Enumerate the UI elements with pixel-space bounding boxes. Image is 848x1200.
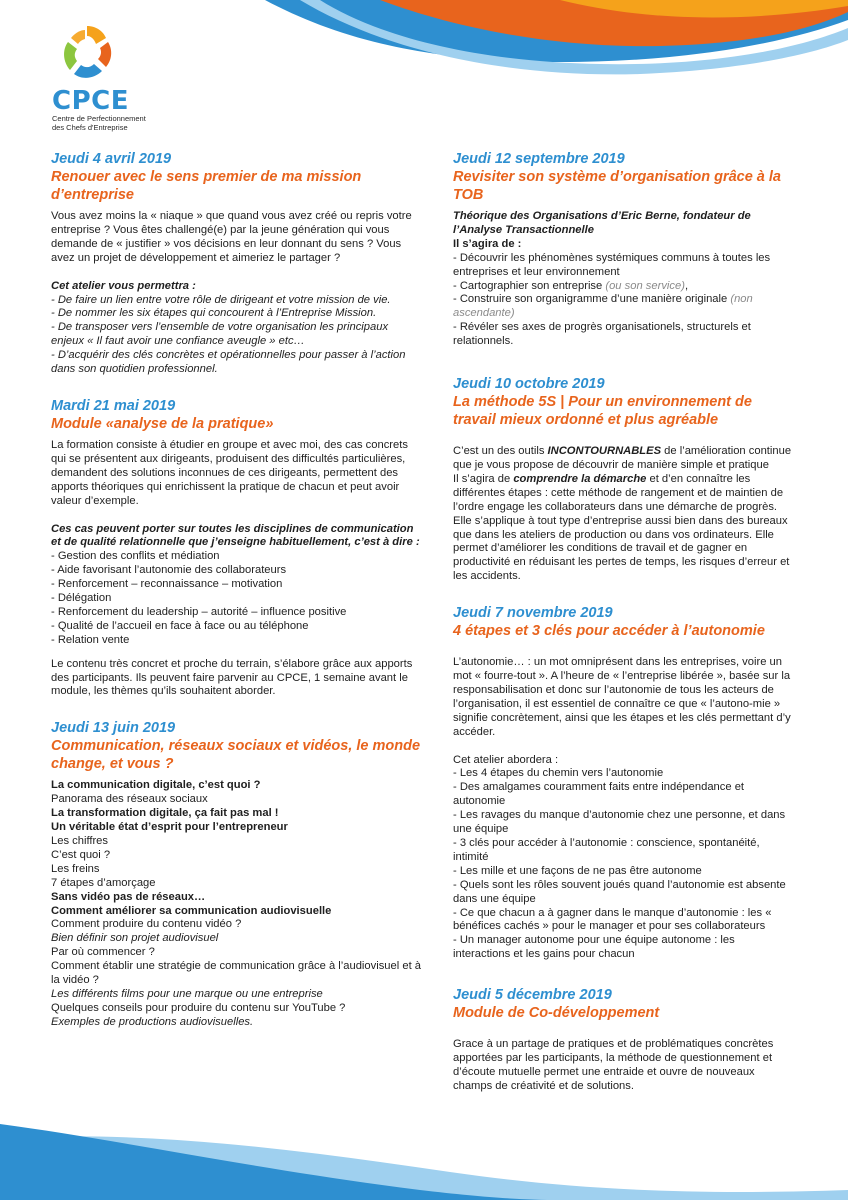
section-septembre xyxy=(453,150,793,349)
list-item-text: - Construire son organigramme d’une manière originale xyxy=(453,293,728,306)
section-decembre xyxy=(453,986,793,1094)
list-item: - Renforcement du leadership – autorité – influence positive xyxy=(51,605,347,618)
section-title: 4 étapes et 3 clés pour accéder à l’autonomie xyxy=(453,623,765,640)
section-date: Jeudi 7 novembre 2019 xyxy=(453,605,613,622)
list-item: Comment améliorer sa communication audiovisuelle xyxy=(51,904,332,917)
list-item: Un véritable état d’esprit pour l’entrepreneur xyxy=(51,821,288,834)
list-item: - Révéler ses axes de progrès organisationels, structurels et relationnels. xyxy=(453,321,751,348)
right-column xyxy=(453,150,793,1114)
list-item: - Un manager autonome pour une équipe autonome : les interactions et les gains pour chacun xyxy=(453,934,735,961)
list-item: La transformation digitale, ça fait pas mal ! xyxy=(51,807,279,820)
list-item: - Délégation xyxy=(51,592,112,605)
section-date: Jeudi 4 avril 2019 xyxy=(51,151,172,167)
list-item: - Quels sont les rôles souvent joués quand l’autonomie est absente dans une équipe xyxy=(453,878,786,905)
section-date: Mardi 21 mai 2019 xyxy=(51,397,176,414)
list-item: La communication digitale, c’est quoi ? xyxy=(51,779,261,792)
list-item: - Ce que chacun a à gagner dans le manque d’autonomie : les « bénéfices cachés » pour le manager et pour ses collaborateurs xyxy=(453,906,772,933)
list-item: Sans vidéo pas de réseaux… xyxy=(51,890,206,903)
list-item-punct: , xyxy=(684,279,689,292)
text: de l’amélioration continue que je vous propose de découvrir de manière simple et pratique xyxy=(453,445,792,471)
section-title: Renouer avec le sens premier de ma mission d’entreprise xyxy=(51,169,362,203)
section-title xyxy=(453,393,793,429)
list-item-note: (non ascendante) xyxy=(453,293,753,320)
list-item: Comment produire du contenu vidéo ? xyxy=(51,918,242,931)
list-item: - D’acquérir des clés concrètes et opérationnelles pour passer à l’action dans son quotidien professionnel. xyxy=(51,349,406,376)
left-column xyxy=(51,150,421,1050)
section-paragraph: Grace à un partage de pratiques et de problématiques concrètes apportées par les participants, la méthode de questionnement et d’écoute mutuelle permet une entraide et ouvre de nouveaux champs de créativité et de solutions. xyxy=(453,1038,774,1092)
list-item: - Découvrir les phénomènes systémiques communs à toutes les entreprises et leur environnement xyxy=(453,251,771,278)
logo-name: CPCE xyxy=(52,86,129,116)
list-item: - Renforcement – reconnaissance – motivation xyxy=(51,578,283,591)
list-item: Exemples de productions audiovisuelles. xyxy=(51,1015,254,1028)
section-title: Revisiter son système d’organisation grâce à la TOB xyxy=(453,169,781,203)
list-item xyxy=(453,293,793,321)
logo-mark-icon xyxy=(56,22,118,84)
list-item: Les freins xyxy=(51,862,100,875)
section-title: Communication, réseaux sociaux et vidéos, le monde change, et vous ? xyxy=(51,738,421,773)
list-item: - Les ravages du manque d’autonomie chez une personne, et dans une équipe xyxy=(453,809,786,836)
section-title-main: La méthode 5S | xyxy=(453,394,565,411)
section-intro: La formation consiste à étudier en groupe et avec moi, des cas concrets qui se présentent aux dirigeants, produisent des difficultés particulières, demandent des solutions inconnues de ces dirigeants, permettent des apports théoriques qui enrichissent la pratique de chacun et peut avoir valeur d’exemple. xyxy=(51,438,408,507)
list-item: - Les mille et une façons de ne pas être autonome xyxy=(453,864,702,877)
section-date: Jeudi 12 septembre 2019 xyxy=(453,151,625,167)
section-octobre xyxy=(453,375,793,584)
list-item: - Des amalgames couramment faits entre indépendance et autonomie xyxy=(453,781,745,808)
text: C’est un des outils xyxy=(453,445,548,458)
section-date: Jeudi 5 décembre 2019 xyxy=(453,987,612,1004)
list-item: - Gestion des conflits et médiation xyxy=(51,550,220,563)
list-item: 7 étapes d’amorçage xyxy=(51,876,156,889)
list-item: Comment établir une stratégie de communication grâce à l’audiovisuel et à la vidéo ? xyxy=(51,960,422,987)
section-title-rest: Pour un environnement de travail mieux ordonné et plus agréable xyxy=(453,394,752,429)
list-item: - Aide favorisant l’autonomie des collaborateurs xyxy=(51,564,287,577)
section-lead: Cet atelier abordera : xyxy=(453,753,559,766)
list-item: - Relation vente xyxy=(51,633,130,646)
text: Il s’agira de xyxy=(453,472,514,485)
list-item-text: - Cartographier son entreprise xyxy=(453,279,603,292)
section-lead: Ces cas peuvent porter sur toutes les disciplines de communication et de qualité relationnelle que j’enseigne habituellement, c’est à dire : xyxy=(51,522,420,549)
list-item: - De transposer vers l’ensemble de votre organisation les principaux enjeux « Il faut avoir une confiance aveugle » etc… xyxy=(51,321,389,348)
section-intro: Vous avez moins la « niaque » que quand vous avez créé ou repris votre entreprise ? Vous êtes challengé(e) par la jeune génération qui vous demande de « justifier » vos décisions en leur donnant du sens ? Vous avez un projet de développement et aimeriez le partager ? xyxy=(51,210,412,264)
list-item: - De faire un lien entre votre rôle de dirigeant et votre mission de vie. xyxy=(51,293,391,306)
list-item: Les chiffres xyxy=(51,835,109,847)
list-item: Bien définir son projet audiovisuel xyxy=(51,932,219,945)
cpce-logo xyxy=(52,22,172,132)
section-outro: Le contenu très concret et proche du terrain, s’élabore grâce aux apports des participants. Ils peuvent faire parvenir au CPCE, 1 semaine avant le module, les thèmes qu’ils souhaitent aborder. xyxy=(51,657,413,698)
list-item: Panorama des réseaux sociaux xyxy=(51,793,208,806)
section-paragraph xyxy=(453,473,793,584)
list-item: C’est quoi ? xyxy=(51,848,111,861)
list-item: Quelques conseils pour produire du contenu sur YouTube ? xyxy=(51,1001,346,1014)
section-date: Jeudi 13 juin 2019 xyxy=(51,720,176,737)
section-date: Jeudi 10 octobre 2019 xyxy=(453,376,605,393)
logo-subtitle-1: Centre de Perfectionnement xyxy=(52,114,146,123)
section-intro: L’autonomie… : un mot omniprésent dans les entreprises, voire un mot « fourre-tout ». A l’heure de « l’entreprise libérée », basée sur la responsabilisation et donc sur l’autonomie de tous les acteurs de l’organisation, il est essentiel de connaître ce que « l’autono-mie » signifie concrètement, ainsi que les étapes et les clés permettant d’y accéder. xyxy=(453,656,791,738)
section-lead: Cet atelier vous permettra : xyxy=(51,279,196,292)
logo-subtitle-2: des Chefs d'Entreprise xyxy=(52,122,128,132)
list-item: - Les 4 étapes du chemin vers l’autonomie xyxy=(453,767,664,780)
list-item: - 3 clés pour accéder à l’autonomie : conscience, spontanéité, intimité xyxy=(453,837,760,863)
section-lead: Il s’agira de : xyxy=(453,237,522,250)
section-title: Module de Co-développement xyxy=(453,1005,660,1022)
list-item: Les différents films pour une marque ou une entreprise xyxy=(51,987,323,1000)
section-mai xyxy=(51,397,421,699)
section-subtitle: Théorique des Organisations d’Eric Berne, fondateur de l’Analyse Transactionnelle xyxy=(453,210,751,236)
text: et d’en connaître les différentes étapes : cette méthode de rangement et de maintien de l’ordre engage les collaborateurs dans une démarche de progrès. Elle s’applique à tout type d’entreprise aussi bien dans des bureaux que dans les ateliers de production ou dans vos ordinateurs. Elle permet d’améliorer les conditions de travail et de gagner en productivité en réduisant les pertes de temps, les risques d’erreur et les accidents. xyxy=(453,472,790,583)
section-juin xyxy=(51,719,421,1029)
text-emphasis: INCONTOURNABLES xyxy=(547,445,662,458)
list-item xyxy=(453,280,793,294)
list-item-note: (ou son service) xyxy=(605,279,685,292)
list-item: Par où commencer ? xyxy=(51,946,155,959)
section-title: Module «analyse de la pratique» xyxy=(51,415,274,432)
section-avril xyxy=(51,150,421,377)
text-emphasis: comprendre la démarche xyxy=(513,472,647,485)
list-item: - De nommer les six étapes qui concourent à l’Entreprise Mission. xyxy=(51,307,377,320)
section-paragraph xyxy=(453,445,793,473)
list-item: - Qualité de l’accueil en face à face ou au téléphone xyxy=(51,619,309,632)
section-novembre xyxy=(453,604,793,962)
